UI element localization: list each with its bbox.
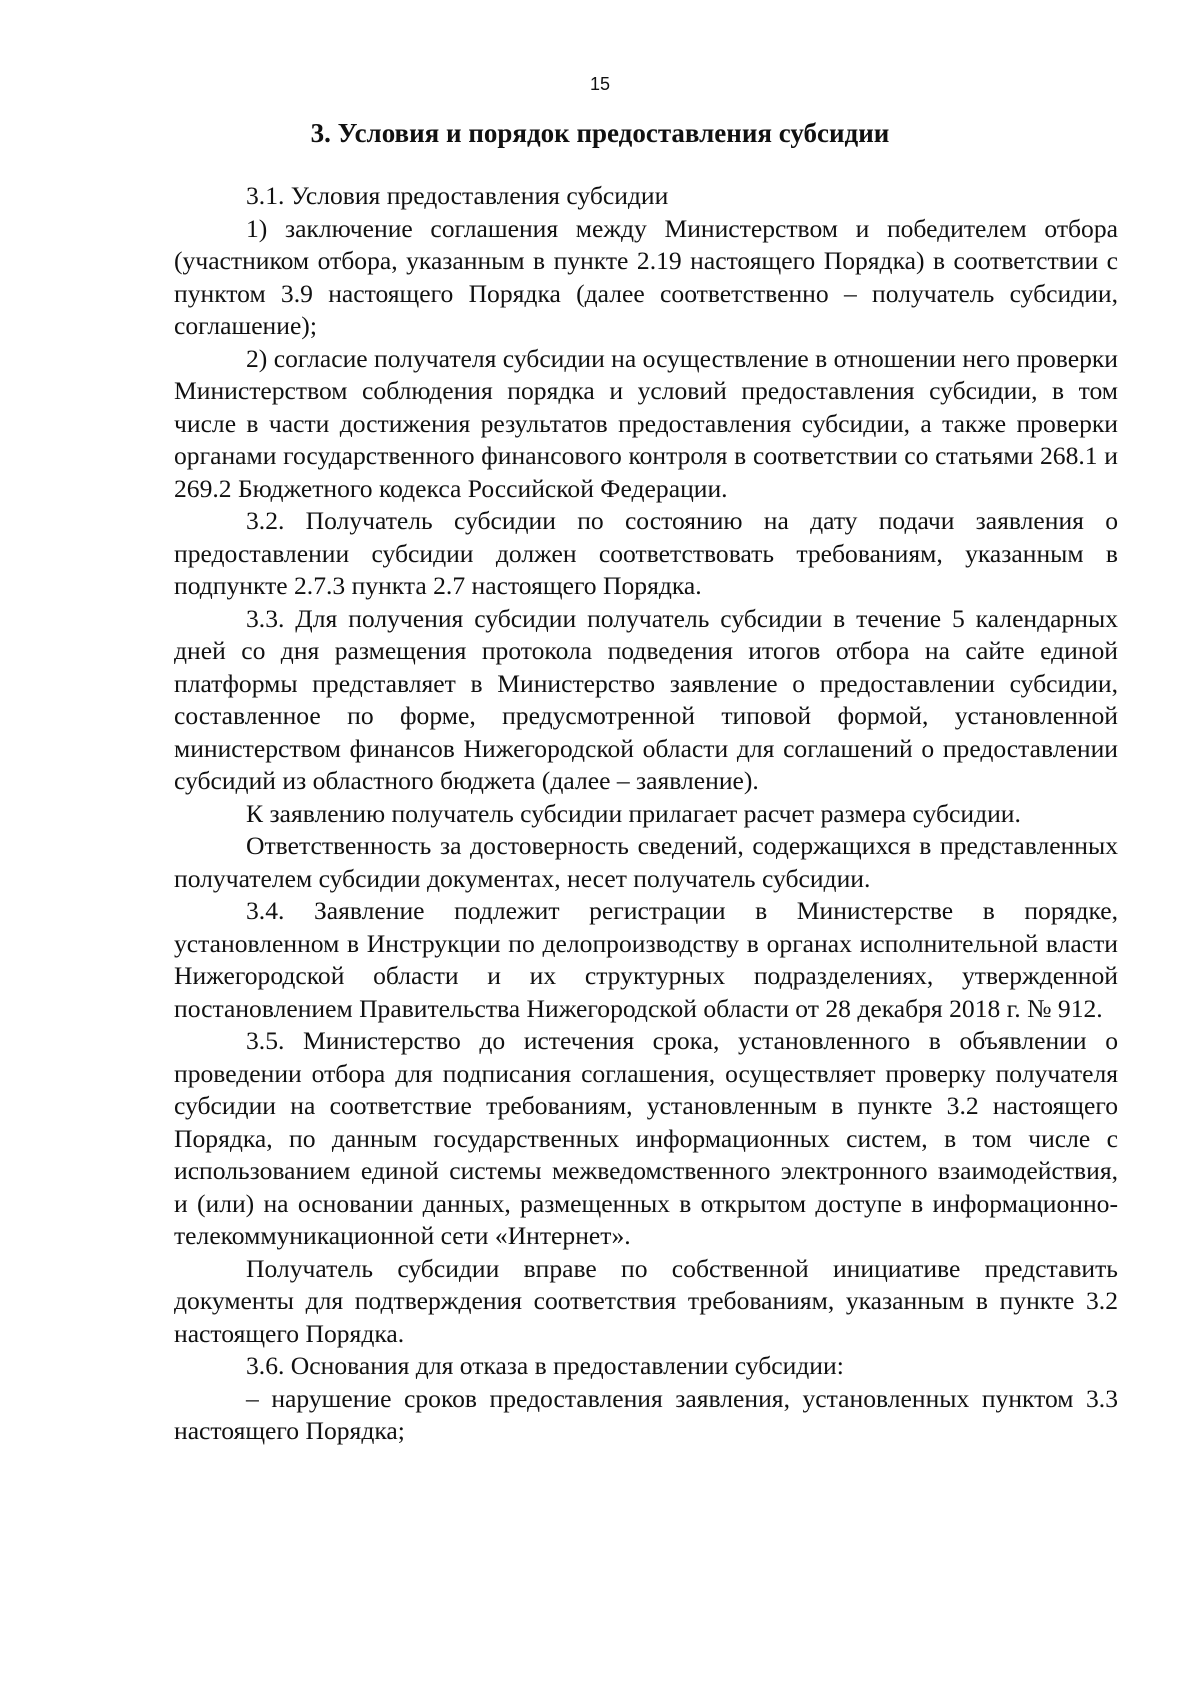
paragraph-3-3-attachment: К заявлению получатель субсидии прилагает расчет размера субсидии. bbox=[246, 798, 1021, 828]
paragraph-3-6-item-1: – нарушение сроков предоставления заявления, установленных пунктом 3.3 настоящего Порядка; bbox=[174, 1383, 1118, 1445]
page-number: 15 bbox=[589, 74, 611, 94]
paragraph-condition-2: 2) согласие получателя субсидии на осуществление в отношении него проверки Министерством соблюдения порядка и условий предоставления субсидии, в том числе в части достижения результатов предоставления субсидии, а также проверки органами государственного финансового контроля в соответствии со статьями 268.1 и 269.2 Бюджетного кодекса Российской Федерации. bbox=[174, 343, 1118, 503]
body-text bbox=[174, 180, 1118, 1448]
paragraph-condition-1: 1) заключение соглашения между Министерством и победителем отбора (участником отбора, указанным в пункте 2.19 настоящего Порядка) в соответствии с пунктом 3.9 настоящего Порядка (далее соответственно – получатель субсидии, соглашение); bbox=[174, 213, 1118, 340]
paragraph-3-5: 3.5. Министерство до истечения срока, установленного в объявлении о проведении отбора для подписания соглашения, осуществляет проверку получателя субсидии на соответствие требованиям, установленным в пункте 3.2 настоящего Порядка, по данным государственных информационных систем, в том числе с использованием единой системы межведомственного электронного взаимодействия, и (или) на основании данных, размещенных в открытом доступе в информационно-телекоммуникационной сети «Интернет». bbox=[174, 1026, 1118, 1250]
paragraph-3-3: 3.3. Для получения субсидии получатель субсидии в течение 5 календарных дней со дня размещения протокола подведения итогов отбора на сайте единой платформы представляет в Министерство заявление о предоставлении субсидии, составленное по форме, предусмотренной типовой формой, установленной министерством финансов Нижегородской области для соглашений о предоставлении субсидий из областного бюджета (далее – заявление). bbox=[174, 603, 1118, 795]
section-heading: 3. Условия и порядок предоставления субсидии bbox=[310, 118, 890, 148]
paragraph-3-6: 3.6. Основания для отказа в предоставлении субсидии: bbox=[246, 1351, 844, 1380]
paragraph-3-1: 3.1. Условия предоставления субсидии bbox=[246, 181, 669, 210]
paragraph-3-2: 3.2. Получатель субсидии по состоянию на дату подачи заявления о предоставлении субсидии должен соответствовать требованиям, указанным в подпункте 2.7.3 пункта 2.7 настоящего Порядка. bbox=[174, 506, 1118, 600]
paragraph-3-3-responsibility: Ответственность за достоверность сведений, содержащихся в представленных получателем субсидии документах, несет получатель субсидии. bbox=[174, 831, 1118, 893]
paragraph-3-5-initiative: Получатель субсидии вправе по собственной инициативе представить документы для подтверждения соответствия требованиям, указанным в пункте 3.2 настоящего Порядка. bbox=[174, 1253, 1118, 1348]
paragraph-3-4: 3.4. Заявление подлежит регистрации в Министерстве в порядке, установленном в Инструкции по делопроизводству в органах исполнительной власти Нижегородской области и их структурных подразделениях, утвержденной постановлением Правительства Нижегородской области от 28 декабря 2018 г. № 912. bbox=[174, 896, 1118, 1023]
